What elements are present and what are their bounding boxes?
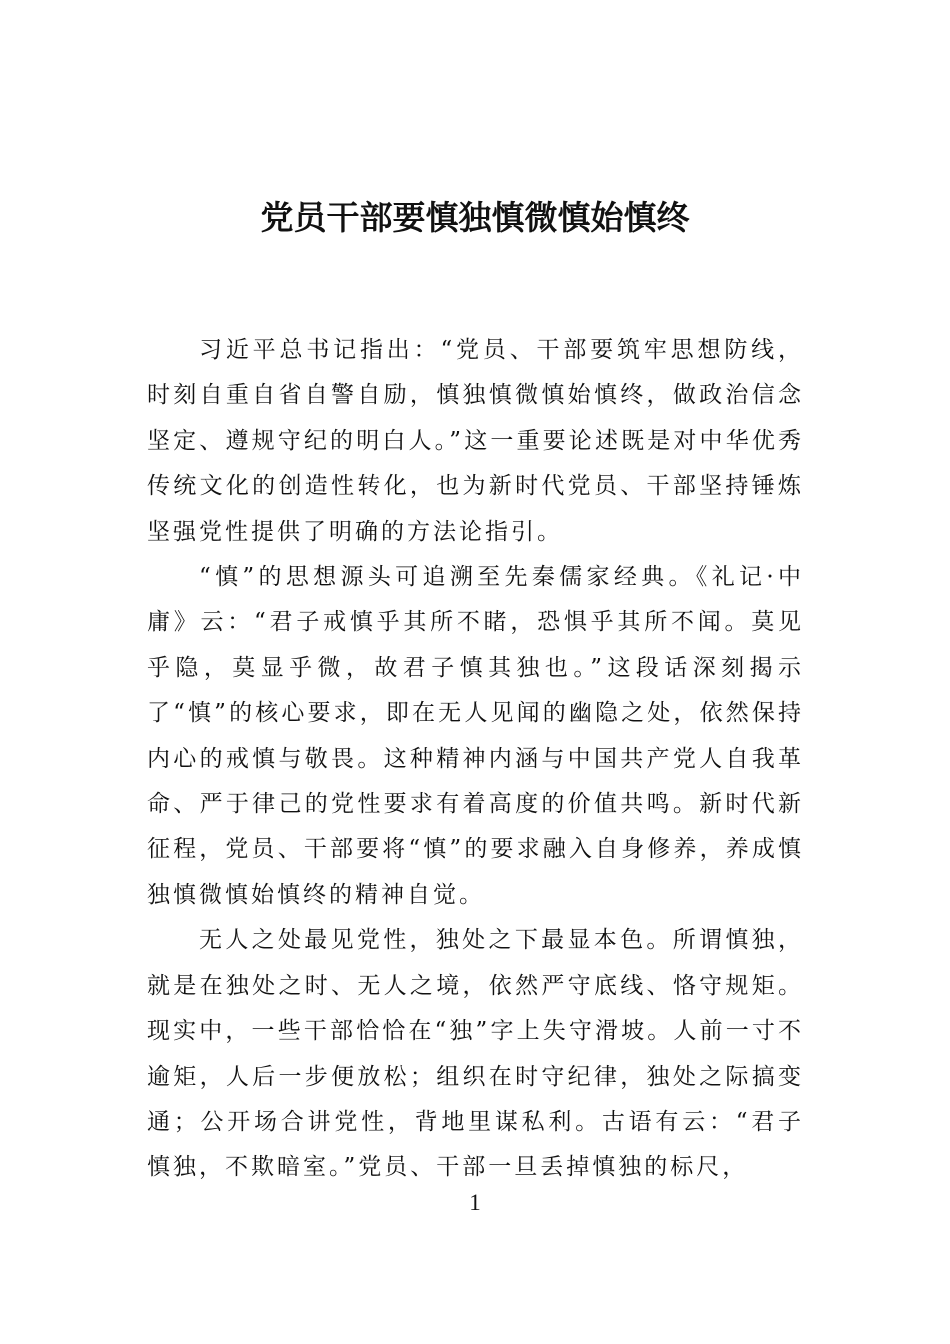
document-body bbox=[147, 328, 804, 1191]
paragraph-3: 无人之处最见党性，独处之下最显本色。所谓慎独，就是在独处之时、无人之境，依然严守底线、恪守规矩。现实中，一些干部恰恰在“独”字上失守滑坡。人前一寸不逾矩，人后一步便放松；组织在时守纪律，独处之际搞变通；公开场合讲党性，背地里谋私利。古语有云：“君子慎独，不欺暗室。”党员、干部一旦丢掉慎独的标尺， bbox=[147, 927, 804, 1181]
paragraph-2: “慎”的思想源头可追溯至先秦儒家经典。《礼记·中庸》云：“君子戒慎乎其所不睹，恐惧乎其所不闻。莫见乎隐，莫显乎微，故君子慎其独也。”这段话深刻揭示了“慎”的核心要求，即在无人见闻的幽隐之处，依然保持内心的戒慎与敬畏。这种精神内涵与中国共产党人自我革命、严于律己的党性要求有着高度的价值共鸣。新时代新征程，党员、干部要将“慎”的要求融入自身修养，养成慎独慎微慎始慎终的精神自觉。 bbox=[147, 564, 804, 908]
paragraph-1: 习近平总书记指出：“党员、干部要筑牢思想防线，时刻自重自省自警自励，慎独慎微慎始慎终，做政治信念坚定、遵规守纪的明白人。”这一重要论述既是对中华优秀传统文化的创造性转化，也为新时代党员、干部坚持锤炼坚强党性提供了明确的方法论指引。 bbox=[147, 337, 804, 545]
page-number: 1 bbox=[469, 1190, 481, 1215]
document-title: 党员干部要慎独慎微慎始慎终 bbox=[260, 198, 690, 237]
